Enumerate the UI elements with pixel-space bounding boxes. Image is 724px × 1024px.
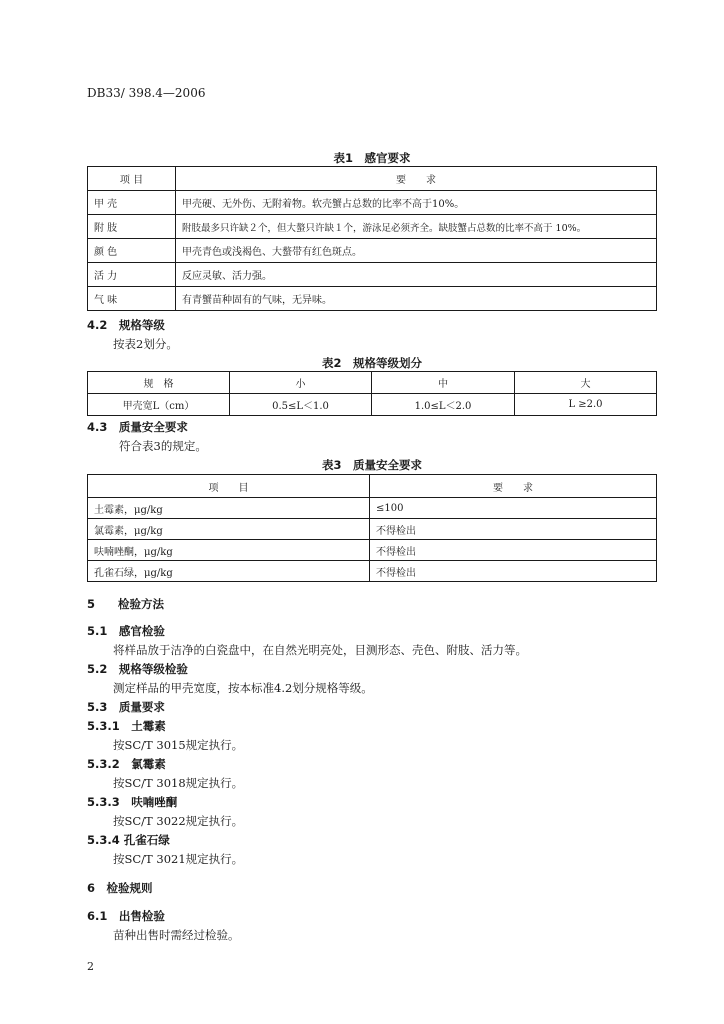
table-cell: 附肢最多只许缺２个，但大螯只许缺１个，游泳足必须齐全。缺肢蟹占总数的比率不高于 10%。 — [176, 215, 657, 239]
table2-size-grades — [87, 371, 657, 416]
table-header-cell: 要 求 — [370, 475, 657, 498]
section-5-2-text: 测定样品的甲壳宽度，按本标准4.2划分规格等级。 — [113, 681, 373, 695]
section-4-3-text: 符合表3的规定。 — [119, 439, 207, 453]
table3-caption: 表3 质量安全要求 — [321, 458, 422, 472]
table-cell: 甲壳硬、无外伤、无附着物。软壳蟹占总数的比率不高于10%。 — [176, 191, 657, 215]
table-row — [88, 519, 657, 540]
section-5-3-1-heading: 5.3.1 土霉素 — [87, 719, 166, 733]
section-5-1-heading: 5.1 感官检验 — [87, 624, 165, 638]
table-cell: 甲 壳 — [88, 191, 176, 215]
table2-caption: 表2 规格等级划分 — [321, 356, 422, 370]
table-cell: 0.5≤L＜1.0 — [230, 394, 372, 416]
section-5-3-heading: 5.3 质量要求 — [87, 700, 165, 714]
table1-sensory — [87, 166, 657, 311]
section-5-3-4-text: 按SC/T 3021规定执行。 — [113, 852, 244, 866]
section-6-1-heading: 6.1 出售检验 — [87, 909, 165, 923]
section-5-3-4-heading: 5.3.4 孔雀石绿 — [87, 833, 170, 847]
table-cell: 不得检出 — [370, 561, 657, 582]
table-header-cell: 项 目 — [88, 167, 176, 191]
table-row — [88, 239, 657, 263]
table-cell: 甲壳宽L（cm） — [88, 394, 230, 416]
table-header-cell: 规 格 — [88, 372, 230, 394]
section-4-2-heading: 4.2 规格等级 — [87, 318, 165, 332]
section-5-1-text: 将样品放于洁净的白瓷盘中，在自然光明亮处，目测形态、壳色、附肢、活力等。 — [113, 643, 527, 657]
section-5-3-2-heading: 5.3.2 氯霉素 — [87, 757, 166, 771]
page-number: 2 — [87, 960, 94, 973]
section-5-2-heading: 5.2 规格等级检验 — [87, 662, 188, 676]
table-row — [88, 287, 657, 311]
table-header-cell: 中 — [372, 372, 515, 394]
section-5-3-3-text: 按SC/T 3022规定执行。 — [113, 814, 244, 828]
table-cell: 附 肢 — [88, 215, 176, 239]
table-header-row — [88, 167, 657, 191]
table-row — [88, 191, 657, 215]
table-row — [88, 394, 657, 416]
table-header-cell: 小 — [230, 372, 372, 394]
table-cell: 活 力 — [88, 263, 176, 287]
table-cell: 有青蟹苗种固有的气味，无异味。 — [176, 287, 657, 311]
section-5-3-2-text: 按SC/T 3018规定执行。 — [113, 776, 244, 790]
table-cell: 孔雀石绿，μg/kg — [88, 561, 370, 582]
table-cell: 土霉素，μg/kg — [88, 498, 370, 519]
section-6-1-text: 苗种出售时需经过检验。 — [113, 928, 240, 942]
section-4-2-text: 按表2划分。 — [113, 337, 178, 351]
table-cell: 不得检出 — [370, 519, 657, 540]
table-header-cell: 大 — [515, 372, 657, 394]
document-header: DB33/ 398.4—2006 — [87, 86, 206, 100]
table-cell: 氯霉素，μg/kg — [88, 519, 370, 540]
table-cell: 颜 色 — [88, 239, 176, 263]
table-cell: L ≥2.0 — [515, 394, 657, 416]
table-cell: 1.0≤L＜2.0 — [372, 394, 515, 416]
table-cell: ≤100 — [370, 498, 657, 519]
table-row — [88, 540, 657, 561]
section-4-3-heading: 4.3 质量安全要求 — [87, 420, 188, 434]
section-5-3-3-heading: 5.3.3 呋喃唑酮 — [87, 795, 178, 809]
table-header-cell: 要 求 — [176, 167, 657, 191]
table-cell: 不得检出 — [370, 540, 657, 561]
table3-safety — [87, 474, 657, 582]
table-row — [88, 561, 657, 582]
table-header-row — [88, 475, 657, 498]
table-row — [88, 498, 657, 519]
table-cell: 呋喃唑酮，μg/kg — [88, 540, 370, 561]
table-cell: 气 味 — [88, 287, 176, 311]
section-5-3-1-text: 按SC/T 3015规定执行。 — [113, 738, 244, 752]
section-5-heading: 5 检验方法 — [87, 597, 165, 611]
section-6-heading: 6 检验规则 — [87, 881, 153, 895]
table-header-cell: 项 目 — [88, 475, 370, 498]
table-cell: 反应灵敏、活力强。 — [176, 263, 657, 287]
table-header-row — [88, 372, 657, 394]
table-cell: 甲壳青色或浅褐色、大螯带有红色斑点。 — [176, 239, 657, 263]
table1-caption: 表1 感官要求 — [333, 151, 411, 165]
table-row — [88, 263, 657, 287]
table-row — [88, 215, 657, 239]
